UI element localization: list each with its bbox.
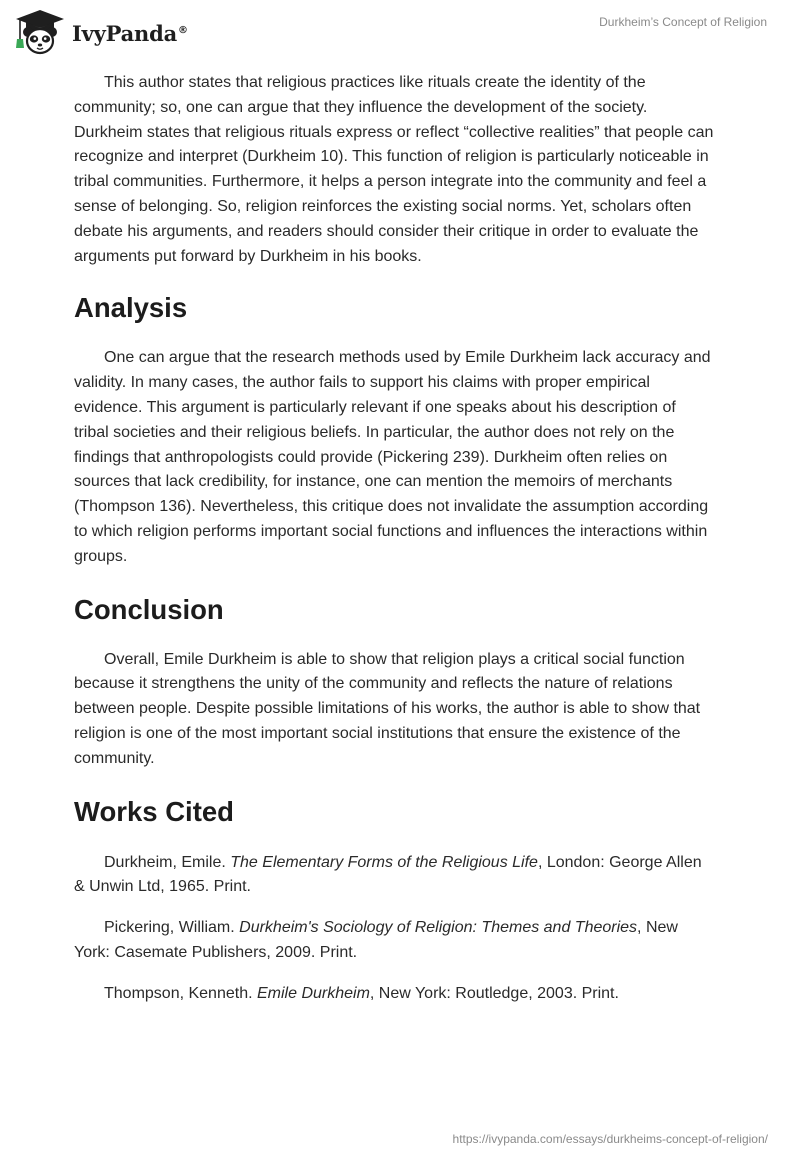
conclusion-paragraph: Overall, Emile Durkheim is able to show that religion plays a critical social function because it strengthens the unity of the community and reflects the nature of relations between people. Despite possible limitations of his works, the author is able to show that religion is one of the most important social institutions that ensure the existence of the community. (74, 650, 701, 767)
citation-publication: , New York: Casemate Publishers, 2009. Print. (74, 919, 678, 961)
citation-publication: , London: George Allen & Unwin Ltd, 1965. Print. (74, 853, 702, 896)
citation-entry (74, 982, 714, 1007)
analysis-paragraph: One can argue that the research methods used by Emile Durkheim lack accuracy and validity. In many cases, the author fails to support his claims with proper empirical evidence. This argument is particularly relevant if one speaks about his description of tribal societies and their religious beliefs. In particular, the author does not rely on the findings that anthropologists could provide (Pickering 239). Durkheim often relies on sources that lack credibility, for instance, one can mention the memoirs of merchants (Thompson 136). Nevertheless, this critique does not invalidate the assumption according to which religion performs important social functions and influences the interactions within groups. (74, 349, 711, 565)
conclusion-heading: Conclusion (74, 593, 224, 625)
ivypanda-logo[interactable] (14, 8, 188, 56)
source-url-link[interactable]: https://ivypanda.com/essays/durkheims-concept-of-religion/ (452, 1132, 768, 1146)
panda-graduation-cap-icon (14, 8, 66, 56)
citation-title: The Elementary Forms of the Religious Life (230, 853, 538, 871)
citation-author: Pickering, William. (104, 919, 240, 937)
citation-title: Durkheim's Sociology of Religion: Themes and Theories (239, 919, 638, 937)
logo-text: IvyPanda (72, 20, 178, 46)
logo-wordmark (72, 21, 188, 46)
citation-title: Emile Durkheim (256, 984, 370, 1002)
intro-paragraph: This author states that religious practices like rituals create the identity of the community; so, one can argue that they influence the development of the society. Durkheim states that religious rituals express or reflect “collective realities” that people can recognize and interpret (Durkheim 10). This function of religion is particularly noticeable in tribal communities. Furthermore, it helps a person integrate into the community and feel a sense of belonging. So, religion reinforces the existing social norms. Yet, scholars often debate his arguments, and readers should consider their critique in order to evaluate the arguments put forward by Durkheim in his books. (74, 74, 714, 265)
essay-content (74, 71, 714, 1023)
citation-entry (74, 916, 714, 966)
works-cited-heading: Works Cited (74, 795, 234, 827)
citation-author: Durkheim, Emile. (104, 853, 231, 871)
registered-mark: ® (178, 24, 188, 36)
running-title: Durkheim’s Concept of Religion (599, 15, 767, 29)
citation-author: Thompson, Kenneth. (104, 984, 257, 1002)
page-header (0, 0, 800, 64)
citation-entry (74, 851, 714, 901)
analysis-heading: Analysis (74, 292, 188, 324)
citation-publication: , New York: Routledge, 2003. Print. (369, 984, 619, 1002)
